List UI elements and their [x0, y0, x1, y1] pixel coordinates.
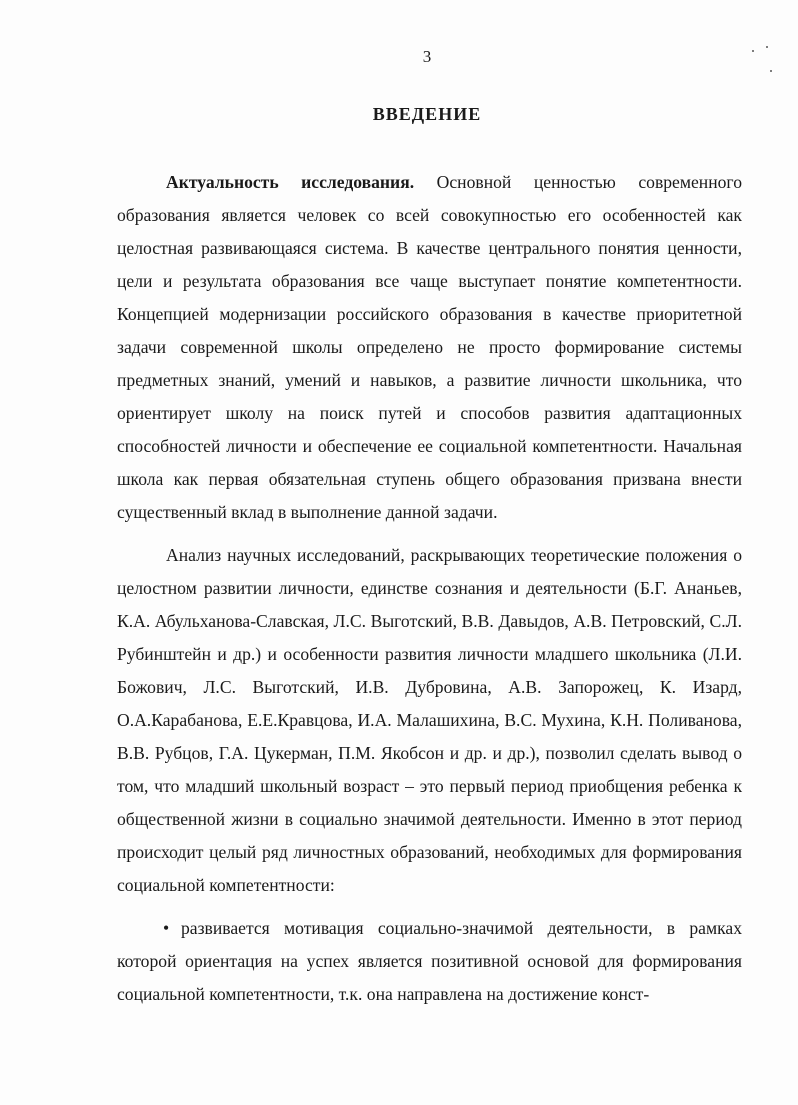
- page-title: ВВЕДЕНИЕ: [372, 104, 482, 124]
- paragraph-analysis: Анализ научных исследований, раскрывающих теоретические положения о целостном развитии личности, единстве сознания и деятельности (Б.Г. Ананьев, К.А. Абульханова-Славская, Л.С. Выготский, В.В. Давыдов, А.В. Петровский, С.Л. Рубинштейн и др.) и особенности развития личности младшего школьника (Л.И. Божович, Л.С. Выготский, И.В. Дубровина, А.В. Запорожец, К. Изард, О.А.Карабанова, Е.Е.Кравцова, И.А. Малашихина, В.С. Мухина, К.Н. Поливанова, В.В. Рубцов, Г.А. Цукерман, П.М. Якобсон и др. и др.), позволил сделать вывод о том, что младший школьный возраст – это первый период приобщения ребенка к общественной жизни в социально значимой деятельности. Именно в этот период происходит целый ряд личностных образований, необходимых для формирования социальной компетентности:: [117, 545, 742, 895]
- paragraph-relevance: [117, 166, 742, 529]
- list-item: [117, 912, 742, 1011]
- page-number: 3: [422, 47, 432, 66]
- paragraph-text: Основной ценностью современного образования является человек со всей совокупностью его особенностей как целостная развивающаяся система. В качестве центрального понятия ценности, цели и результата образования все чаще выступает понятие компетентности. Концепцией модернизации российского образования в качестве приоритетной задачи современной школы определено не просто формирование системы предметных знаний, умений и навыков, а развитие личности школьника, что ориентирует школу на поиск путей и способов развития адаптационных способностей личности и обеспечение ее социальной компетентности. Начальная школа как первая обязательная ступень общего образования призвана внести существенный вклад в выполнение данной задачи.: [117, 172, 742, 522]
- list-item-text: развивается мотивация социально-значимой деятельности, в рамках которой ориентация на успех является позитивной основой для формирования социальной компетентности, т.к. она направлена на достижение конст-: [117, 918, 742, 1004]
- scan-speck: [752, 50, 754, 52]
- scan-speck: [770, 70, 772, 72]
- bullet-icon: •: [163, 918, 170, 938]
- paragraph-lead: Актуальность исследования.: [166, 172, 415, 192]
- scan-speck: [766, 46, 768, 48]
- body-text: [117, 166, 742, 1011]
